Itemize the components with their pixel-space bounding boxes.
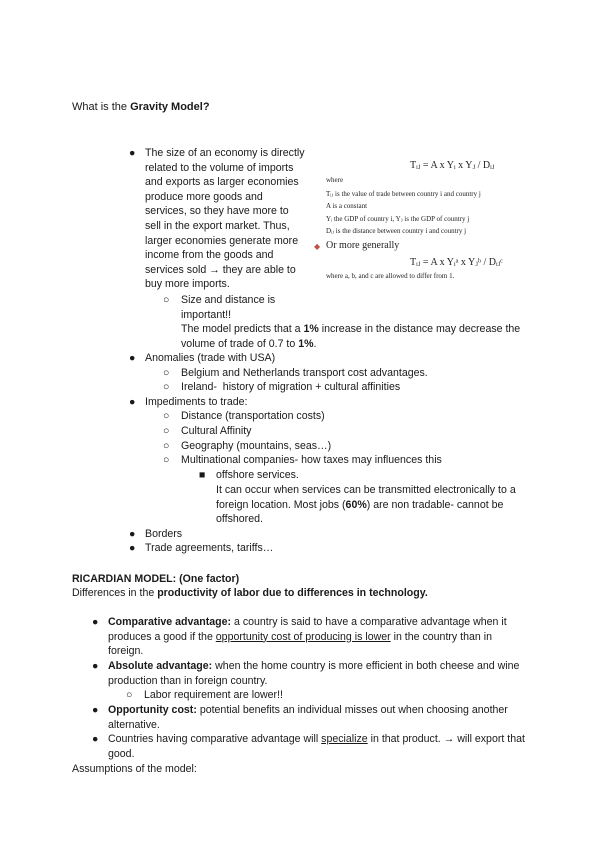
formula-line-1: Tᵢⱼ is the value of trade between country i and country j: [326, 190, 481, 198]
circle-bullet-icon: ○: [163, 367, 170, 379]
size-distance-line2: The model predicts that a 1% increase in the distance may decrease the volume of trade of 0.7 to 1%.: [181, 323, 521, 350]
borders-item: Borders: [145, 528, 183, 540]
impediment-multinational: Multinational companies- how taxes may influences this: [181, 454, 442, 466]
anomaly-item-belgium: Belgium and Netherlands transport cost advantages.: [181, 367, 428, 379]
ricardian-subtitle: Differences in the productivity of labor due to differences in technology.: [72, 587, 428, 599]
bullet-dot-icon: ●: [129, 542, 136, 554]
circle-bullet-icon: ○: [126, 689, 133, 701]
formula-bullet-icon: ◆: [314, 242, 321, 251]
comparative-advantage: Comparative advantage: a country is said to have a comparative advantage when it produces a good if the opportunity cost of producing is lower in the country than in foreign.: [108, 616, 507, 658]
formula-line-5: where a, b, and c are allowed to differ from 1.: [326, 272, 455, 280]
anomalies-title: Anomalies (trade with USA): [145, 352, 276, 364]
bullet-dot-icon: ●: [92, 660, 99, 672]
bullet-dot-icon: ●: [92, 704, 99, 716]
opportunity-cost: Opportunity cost: potential benefits an individual misses out when choosing another alternative.: [108, 704, 508, 731]
formula-line-2: A is a constant: [326, 202, 368, 210]
circle-bullet-icon: ○: [163, 294, 170, 306]
circle-bullet-icon: ○: [163, 454, 170, 466]
bullet-dot-icon: ●: [92, 733, 99, 745]
gravity-intro: The size of an economy is directly related to the volume of imports and exports as larger economies produce more goods and services, so they have more to sell in the export market. Thus, larger economies generate more income from the goods and services sold → they are able to buy more imports.: [145, 147, 305, 291]
bullet-dot-icon: ●: [129, 396, 136, 408]
impediments-title: Impediments to trade:: [145, 396, 248, 408]
formula-line-3: Yᵢ the GDP of country i, Yⱼ is the GDP of country j: [326, 215, 470, 223]
offshore-text: It can occur when services can be transmitted electronically to a foreign location. Most jobs (60%) are non tradable- cannot be offshored.: [216, 484, 516, 526]
bullet-dot-icon: ●: [129, 147, 136, 159]
formula-eq2: Tᵢⱼ = A x Yᵢᵃ x Yⱼᵇ / Dᵢⱼᶜ: [410, 257, 503, 268]
bullet-dot-icon: ●: [129, 528, 136, 540]
assumptions-heading: Assumptions of the model:: [72, 763, 197, 775]
circle-bullet-icon: ○: [163, 425, 170, 437]
offshore-title: offshore services.: [216, 469, 299, 481]
square-bullet-icon: ■: [199, 469, 206, 481]
size-distance-line1: Size and distance is important!!: [181, 294, 276, 321]
circle-bullet-icon: ○: [163, 440, 170, 452]
anomaly-item-ireland: Ireland- history of migration + cultural affinities: [181, 381, 401, 393]
impediment-distance: Distance (transportation costs): [181, 410, 325, 422]
page-heading: What is the Gravity Model?: [72, 101, 210, 113]
formula-eq1: Tᵢⱼ = A x Yᵢ x Yⱼ / Dᵢⱼ: [410, 160, 495, 171]
bullet-dot-icon: ●: [92, 616, 99, 628]
bullet-dot-icon: ●: [129, 352, 136, 364]
absolute-sub: Labor requirement are lower!!: [144, 689, 283, 701]
impediment-cultural: Cultural Affinity: [181, 425, 252, 437]
formula-where: where: [326, 176, 344, 184]
ricardian-title: RICARDIAN MODEL: (One factor): [72, 573, 240, 585]
formula-more: Or more generally: [326, 240, 400, 251]
trade-agreements-item: Trade agreements, tariffs…: [145, 542, 274, 554]
circle-bullet-icon: ○: [163, 381, 170, 393]
circle-bullet-icon: ○: [163, 410, 170, 422]
impediment-geography: Geography (mountains, seas…): [181, 440, 332, 452]
absolute-advantage: Absolute advantage: when the home country is more efficient in both cheese and wine production than in foreign country.: [108, 660, 520, 687]
gravity-formula-image: [314, 157, 523, 287]
formula-line-4: Dᵢⱼ is the distance between country i and country j: [326, 227, 467, 235]
specialize-item: Countries having comparative advantage will specialize in that product. → will export that good.: [108, 733, 525, 760]
